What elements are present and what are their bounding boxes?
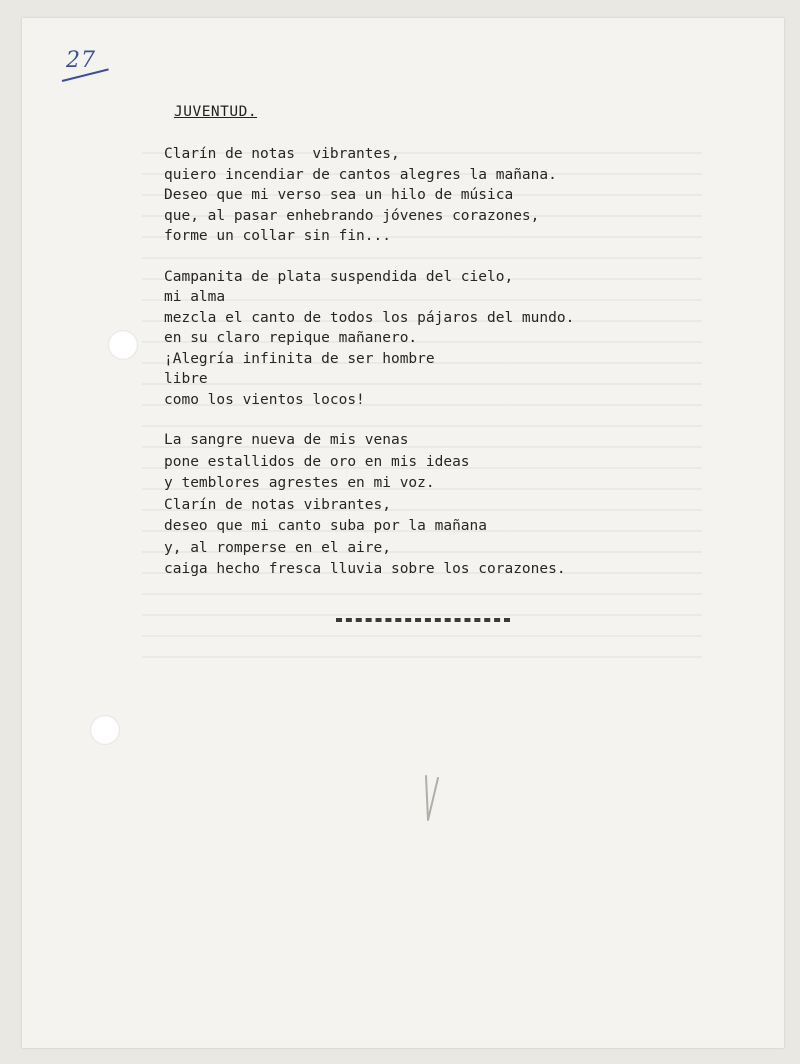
poem-line: Clarín de notas vibrantes, — [164, 146, 400, 162]
poem-title: JUVENTUD. — [174, 104, 258, 120]
poem-line: deseo que mi canto suba por la mañana — [164, 518, 488, 534]
stanza — [164, 430, 724, 581]
poem-line: libre — [164, 371, 208, 387]
poem-line: mi alma — [164, 289, 226, 305]
poem-line: forme un collar sin fin... — [164, 228, 391, 244]
end-divider — [336, 618, 510, 622]
poem-line: y, al romperse en el aire, — [164, 539, 391, 556]
poem-line: y temblores agrestes en mi voz. — [164, 475, 435, 491]
punch-hole — [90, 715, 120, 745]
poem-line: ¡Alegría infinita de ser hombre — [164, 350, 435, 367]
poem-line: como los vientos locos! — [164, 391, 365, 408]
poem-line: caiga hecho fresca lluvia sobre los corazones. — [164, 561, 566, 577]
punch-hole — [108, 330, 138, 360]
poem-line: en su claro repique mañanero. — [164, 330, 418, 346]
poem-line: La sangre nueva de mis venas — [164, 432, 409, 448]
poem-line: que, al pasar enhebrando jóvenes corazones, — [164, 207, 540, 224]
typewritten-page — [22, 18, 784, 1048]
poem-body — [164, 144, 724, 601]
stanza — [164, 144, 724, 247]
poem-line: Clarín de notas vibrantes, — [164, 496, 391, 513]
poem-line: Campanita de plata suspendida del cielo, — [164, 268, 514, 285]
poem-line: pone estallidos de oro en mis ideas — [164, 453, 470, 470]
handwritten-page-number: 27 — [66, 48, 96, 73]
stanza — [164, 267, 724, 411]
poem-line: quiero incendiar de cantos alegres la mañana. — [164, 166, 557, 183]
pencil-mark-icon — [422, 774, 442, 826]
poem-line: Deseo que mi verso sea un hilo de música — [164, 187, 514, 203]
poem-line: mezcla el canto de todos los pájaros del mundo. — [164, 309, 575, 326]
